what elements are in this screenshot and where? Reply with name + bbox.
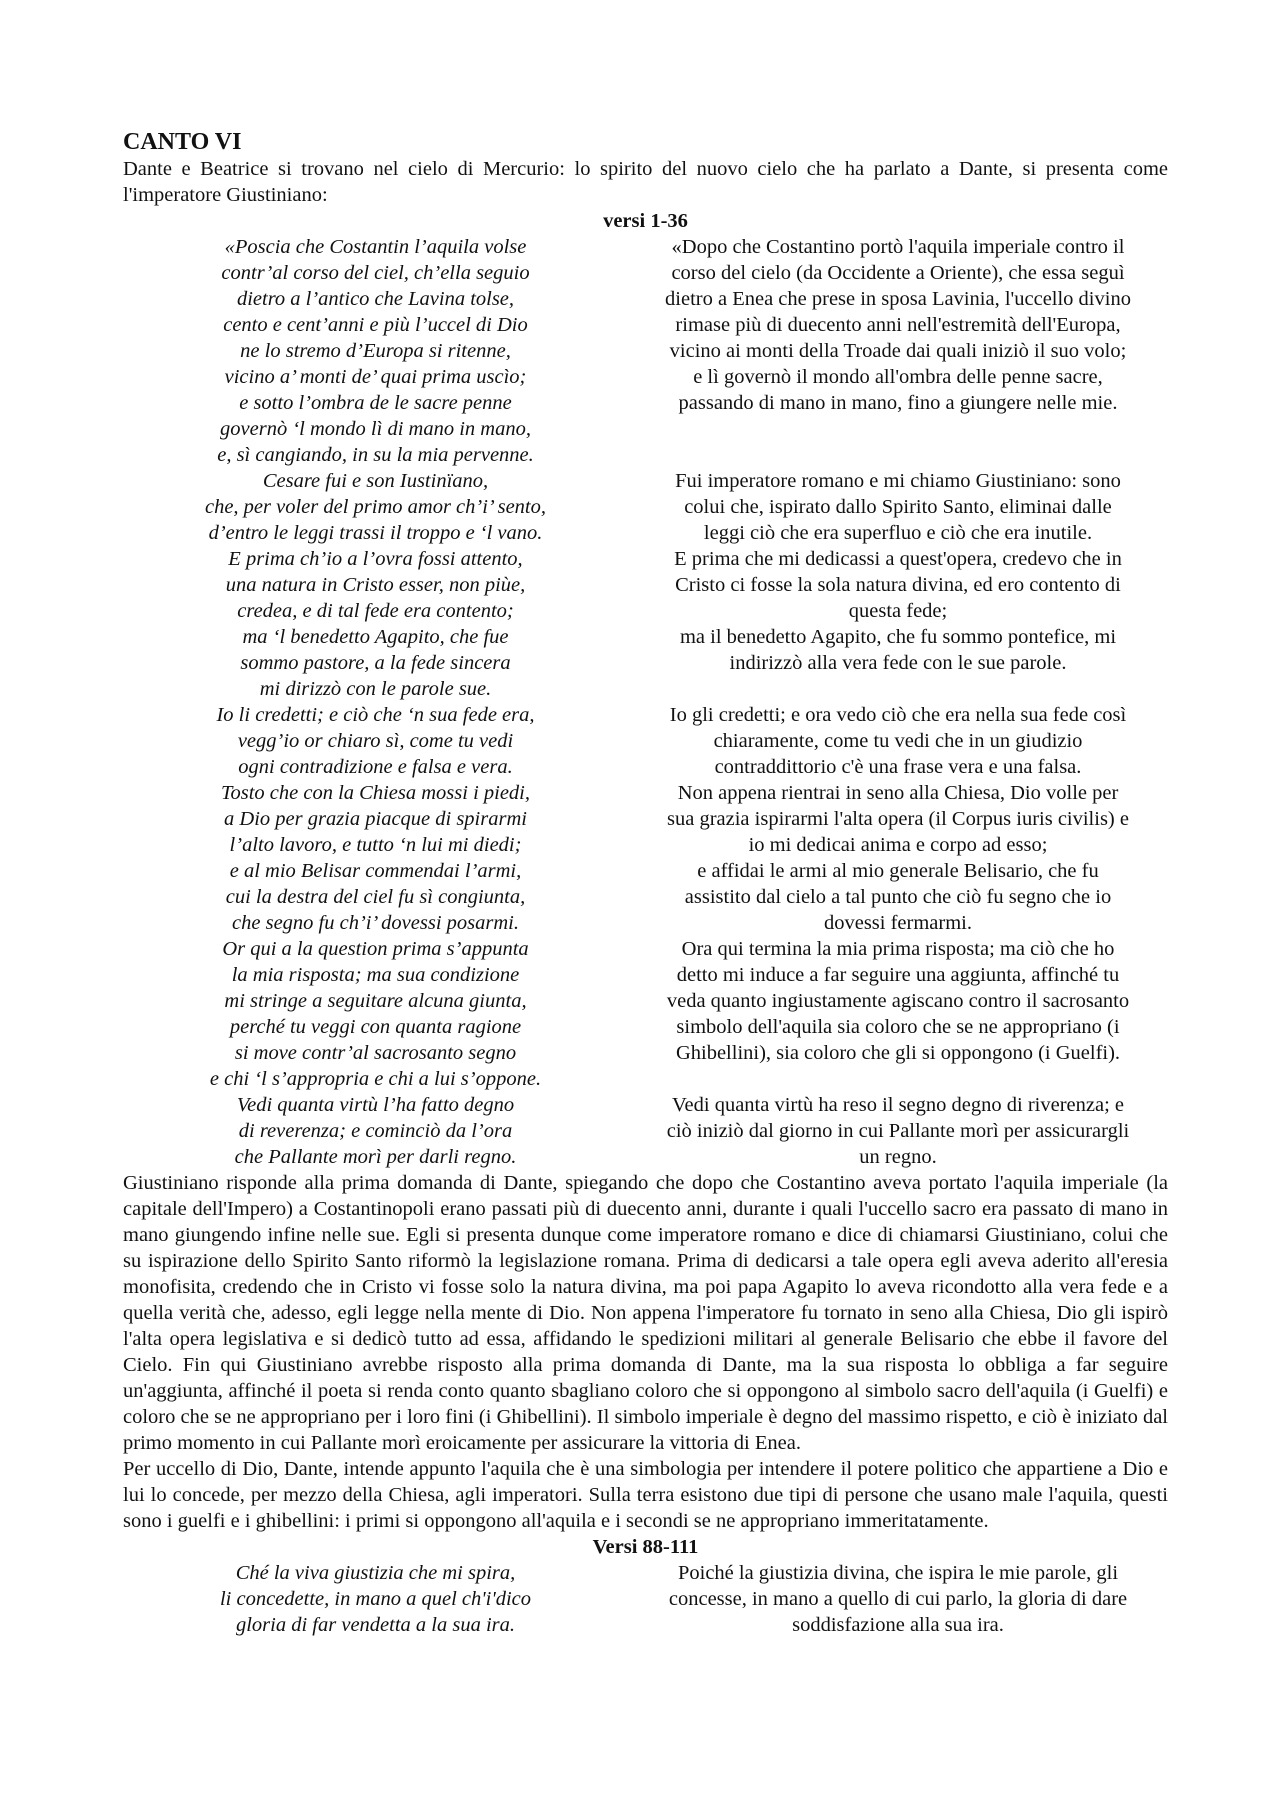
verse-line: vicino a’ monti de’ quai prima uscìo;: [224, 366, 527, 388]
translation-line: vicino ai monti della Troade dai quali iniziò il suo volo;: [669, 340, 1127, 362]
translation-line: sua grazia ispirarmi l'alta opera (il Corpus iuris civilis) e: [667, 808, 1129, 830]
verse-line: Or qui a la question prima s’appunta: [222, 938, 529, 960]
translation-line: Non appena rientrai in seno alla Chiesa, Dio volle per: [677, 782, 1119, 804]
verse-line: mi dirizzò con le parole sue.: [259, 678, 492, 700]
translation-line: Vedi quanta virtù ha reso il segno degno di riverenza; e: [672, 1094, 1124, 1116]
section-heading-2: Versi 88-111: [592, 1536, 699, 1558]
translation-line: detto mi induce a far seguire una aggiunta, affinché tu: [676, 964, 1120, 986]
translation-line: contraddittorio c'è una frase vera e una falsa.: [714, 756, 1082, 778]
translation-line: [628, 676, 1168, 702]
commentary-paragraph-1: Giustiniano risponde alla prima domanda di Dante, spiegando che dopo che Costantino aveva portato l'aquila imperiale (la capitale dell'Impero) a Costantinopoli erano passati più di duecento anni, durante i quali l'uccello sacro era passato di mano in mano giungendo infine nelle sue. Egli si presenta dunque come imperatore romano e dice di chiamarsi Giustiniano, colui che su ispirazione dello Spirito Santo riformò la legislazione romana. Prima di dedicarsi a tale opera egli aveva aderito all'eresia monofisita, credendo che in Cristo vi fosse solo la natura divina, ma poi papa Agapito lo aveva ricondotto alla vera fede e a quella verità che, adesso, egli legge nella mente di Dio. Non appena l'imperatore fu tornato in seno alla Chiesa, Dio gli ispirò l'alta opera legislativa e si dedicò tutto ad essa, affidando le spedizioni militari al generale Belisario che ebbe il favore del Cielo. Fin qui Giustiniano avrebbe risposto alla prima domanda di Dante, ma la sua risposta lo obbliga a far seguire un'aggiunta, affinché il poeta si renda conto quanto sbagliano coloro che si oppongono al simbolo sacro dell'aquila (i Guelfi) e coloro che se ne appropriano per i loro fini (i Ghibellini). Il simbolo imperiale è degno del massimo rispetto, e ciò è iniziato dal primo momento in cui Pallante morì eroicamente per assicurare la vittoria di Enea.: [123, 1172, 1168, 1454]
translation-line: questa fede;: [848, 600, 948, 622]
translation-line: Poiché la giustizia divina, che ispira le mie parole, gli: [677, 1562, 1119, 1584]
translation-line: e affidai le armi al mio generale Belisario, che fu: [697, 860, 1099, 882]
verse-line: ogni contradizione e falsa e vera.: [238, 756, 513, 778]
verse-line: Cesare fui e son Iustinïano,: [262, 470, 489, 492]
translation-line: un regno.: [859, 1146, 937, 1168]
verse-line: ma ‘l benedetto Agapito, che fue: [242, 626, 509, 648]
translation-line: io mi dedicai anima e corpo ad esso;: [748, 834, 1048, 856]
verse-line: perché tu veggi con quanta ragione: [229, 1016, 522, 1038]
intro-paragraph: Dante e Beatrice si trovano nel cielo di Mercurio: lo spirito del nuovo cielo che ha parlato a Dante, si presenta come l'imperatore Giustiniano:: [123, 158, 1168, 206]
document-page: [123, 128, 1168, 1638]
verse-line: Ché la viva giustizia che mi spira,: [235, 1562, 516, 1584]
verse-line: che, per voler del primo amor ch’i’ sento,: [204, 496, 547, 518]
translation-line: ciò iniziò dal giorno in cui Pallante morì per assicurargli: [666, 1120, 1130, 1142]
verse-line: E prima ch’io a l’ovra fossi attento,: [228, 548, 523, 570]
translation-line: simbolo dell'aquila sia coloro che se ne appropriano (i: [676, 1016, 1120, 1038]
verse-line: gloria di far vendetta a la sua ira.: [235, 1614, 516, 1636]
verse-line: li concedette, in mano a quel ch'i'dico: [219, 1588, 532, 1610]
verse-translation-section-2: [123, 1560, 1168, 1638]
verse-line: cui la destra del ciel fu sì congiunta,: [225, 886, 526, 908]
verse-line: d’entro le leggi trassi il troppo e ‘l vano.: [208, 522, 543, 544]
verse-line: Tosto che con la Chiesa mossi i piedi,: [220, 782, 531, 804]
verse-line: credea, e di tal fede era contento;: [237, 600, 514, 622]
translation-column: [628, 234, 1168, 1170]
verse-line: ne lo stremo d’Europa si ritenne,: [240, 340, 511, 362]
section-heading-1: versi 1-36: [603, 210, 688, 232]
translation-line: assistito dal cielo a tal punto che ciò fu segno che io: [684, 886, 1112, 908]
verse-line: l’alto lavoro, e tutto ‘n lui mi diedi;: [229, 834, 522, 856]
translation-line: Io gli credetti; e ora vedo ciò che era nella sua fede così: [669, 704, 1127, 726]
translation-line: soddisfazione alla sua ira.: [792, 1614, 1004, 1636]
verse-line: sommo pastore, a la fede sincera: [240, 652, 511, 674]
commentary-paragraph-2: Per uccello di Dio, Dante, intende appunto l'aquila che è una simbologia per intendere il potere politico che appartiene a Dio e lui lo concede, per mezzo della Chiesa, agli imperatori. Sulla terra esistono due tipi di persone che usano male l'aquila, questi sono i guelfi e i ghibellini: i primi si oppongono all'aquila e i secondi se ne appropriano immeritatamente.: [123, 1458, 1168, 1532]
translation-line: veda quanto ingiustamente agiscano contro il sacrosanto: [666, 990, 1130, 1012]
translation-line: dietro a Enea che prese in sposa Lavinia, l'uccello divino: [665, 288, 1131, 310]
verse-line: dietro a l’antico che Lavina tolse,: [236, 288, 515, 310]
verse-line: a Dio per grazia piacque di spirarmi: [224, 808, 527, 830]
translation-line: e lì governò il mondo all'ombra delle penne sacre,: [693, 366, 1103, 388]
verse-line: e al mio Belisar commendai l’armi,: [229, 860, 522, 882]
translation-line: concesse, in mano a quello di cui parlo, la gloria di dare: [668, 1588, 1128, 1610]
verse-line: mi stringe a seguitare alcuna giunta,: [224, 990, 527, 1012]
verse-line: cento e cent’anni e più l’uccel di Dio: [223, 314, 528, 336]
verse-line: Vedi quanta virtù l’ha fatto degno: [236, 1094, 515, 1116]
translation-line: chiaramente, come tu vedi che in un giudizio: [713, 730, 1083, 752]
translation-line: Cristo ci fosse la sola natura divina, ed ero contento di: [675, 574, 1121, 596]
canto-title: CANTO VI: [123, 129, 242, 155]
translation-column: [628, 1560, 1168, 1638]
translation-line: [628, 442, 1168, 468]
verse-line: di reverenza; e cominciò da l’ora: [238, 1120, 513, 1142]
verse-line: e, sì cangiando, in su la mia pervenne.: [217, 444, 534, 466]
translation-line: rimase più di duecento anni nell'estremità dell'Europa,: [675, 314, 1121, 336]
translation-line: Ora qui termina la mia prima risposta; ma ciò che ho: [681, 938, 1115, 960]
verse-translation-section-1: [123, 234, 1168, 1170]
verse-line: contr’al corso del ciel, ch’ella seguio: [221, 262, 530, 284]
verse-line: che segno fu ch’i’ dovessi posarmi.: [232, 912, 519, 934]
translation-line: Fui imperatore romano e mi chiamo Giustiniano: sono: [675, 470, 1121, 492]
verse-line: si move contr’al sacrosanto segno: [234, 1042, 517, 1064]
verse-line: e sotto l’ombra de le sacre penne: [239, 392, 512, 414]
translation-line: dovessi fermarmi.: [823, 912, 972, 934]
translation-line: passando di mano in mano, fino a giungere nelle mie.: [678, 392, 1118, 414]
verse-line: che Pallante morì per darli regno.: [234, 1146, 517, 1168]
verse-line: governò ‘l mondo lì di mano in mano,: [220, 418, 531, 440]
translation-line: Ghibellini), sia coloro che gli si oppongono (i Guelfi).: [675, 1042, 1121, 1064]
verse-line: «Poscia che Costantin l’aquila volse: [224, 236, 527, 258]
translation-line: leggi ciò che era superfluo e ciò che era inutile.: [703, 522, 1093, 544]
translation-line: [628, 416, 1168, 442]
translation-line: corso del cielo (da Occidente a Oriente), che essa seguì: [671, 262, 1125, 284]
translation-line: [628, 1066, 1168, 1092]
translation-line: indirizzò alla vera fede con le sue parole.: [729, 652, 1067, 674]
verse-line: la mia risposta; ma sua condizione: [231, 964, 520, 986]
verse-column: [123, 1560, 628, 1638]
translation-line: E prima che mi dedicassi a quest'opera, credevo che in: [674, 548, 1122, 570]
verse-line: una natura in Cristo esser, non piùe,: [225, 574, 526, 596]
verse-line: vegg’io or chiaro sì, come tu vedi: [237, 730, 514, 752]
verse-line: Io li credetti; e ciò che ‘n sua fede era,: [216, 704, 535, 726]
verse-column: [123, 234, 628, 1170]
translation-line: «Dopo che Costantino portò l'aquila imperiale contro il: [671, 236, 1125, 258]
translation-line: ma il benedetto Agapito, che fu sommo pontefice, mi: [679, 626, 1117, 648]
translation-line: colui che, ispirato dallo Spirito Santo, eliminai dalle: [684, 496, 1112, 518]
verse-line: e chi ‘l s’appropria e chi a lui s’oppone.: [209, 1068, 542, 1090]
